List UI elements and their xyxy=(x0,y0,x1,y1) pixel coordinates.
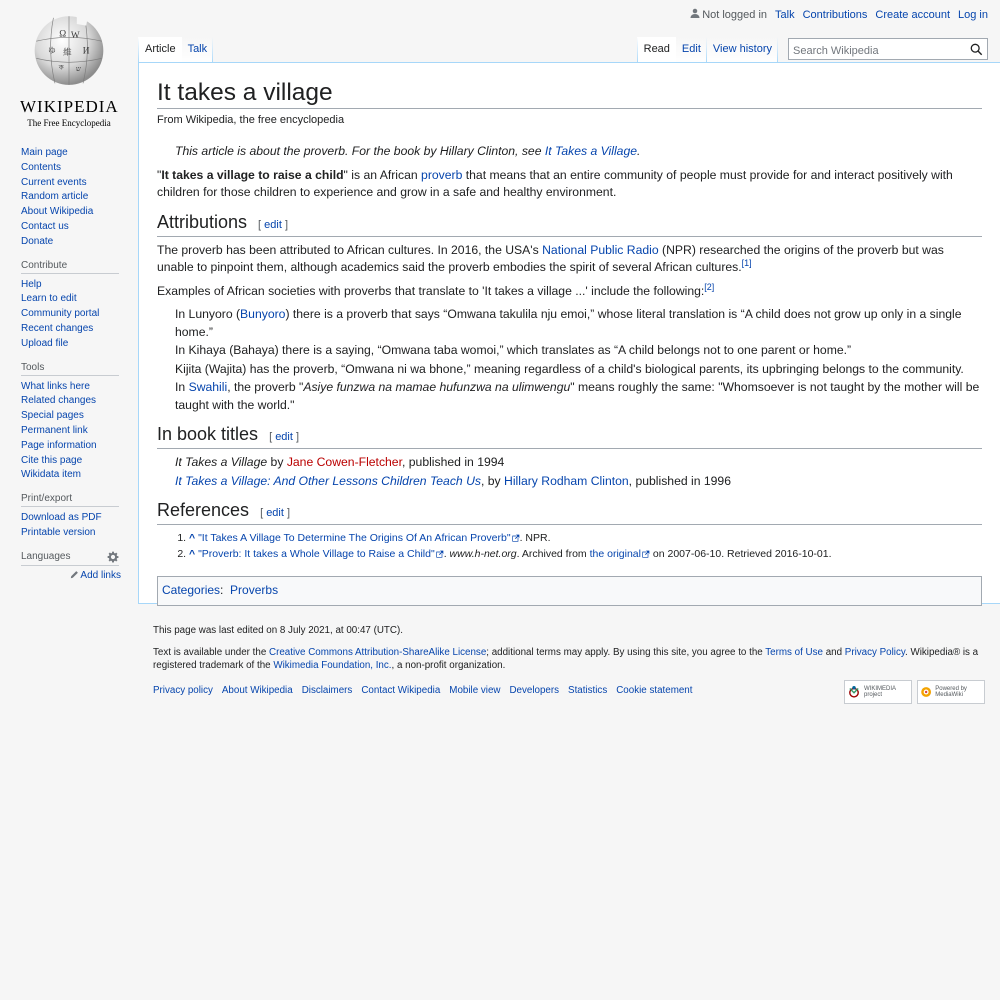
not-logged-in-label: Not logged in xyxy=(702,9,768,21)
wikimedia-icon xyxy=(847,684,861,700)
personal-tools xyxy=(690,8,988,21)
search-icon[interactable] xyxy=(970,43,983,56)
navigation-portal xyxy=(21,146,121,250)
site-sub: From Wikipedia, the free encyclopedia xyxy=(157,114,345,126)
sidebar-item-nav-2[interactable] xyxy=(21,176,121,191)
external-link-icon xyxy=(512,534,520,542)
swahili-link[interactable]: Swahili xyxy=(188,380,228,394)
list-item xyxy=(175,306,982,341)
svg-text:ক: ক xyxy=(58,63,64,72)
lead-rest: that means that an entire community of people must provide for and interact positively with children for those children to experience and grow in a safe and healthy environment. xyxy=(157,167,953,199)
wordmark: WIKIPEDIA xyxy=(20,97,119,116)
sidebar-item-tools-0[interactable] xyxy=(21,380,121,395)
sidebar-item-tools-1[interactable] xyxy=(21,394,121,409)
edit-section-link[interactable]: edit xyxy=(275,431,293,443)
tab-article-label: Article xyxy=(145,43,176,55)
footer xyxy=(153,624,988,697)
portal-heading: Print/export xyxy=(21,493,119,507)
sidebar-link[interactable]: Page information xyxy=(21,439,97,451)
text: . Wikipedia® is a registered trademark of the xyxy=(153,647,979,671)
text: (NPR) researched the origins of the proverb but was unable to pinpoint them, although academics said the proverb embodies the spirit of several African cultures. xyxy=(157,242,944,274)
sidebar-link[interactable]: Learn to edit xyxy=(21,293,77,305)
text: by xyxy=(267,455,287,469)
sidebar-link[interactable]: Cite this page xyxy=(21,454,83,466)
portal-heading: Languages xyxy=(21,551,71,563)
text: and xyxy=(822,647,845,658)
sidebar-link[interactable]: Help xyxy=(21,278,42,290)
sidebar-link[interactable]: Random article xyxy=(21,191,89,203)
sidebar-link[interactable]: Current events xyxy=(21,176,87,188)
bunyoro-link[interactable]: Bunyoro xyxy=(240,307,286,321)
sidebar-link[interactable]: Contents xyxy=(21,161,62,173)
sidebar-item-contribute-4[interactable] xyxy=(21,337,121,352)
hatnote-suffix: . xyxy=(637,144,641,158)
sidebar-item-nav-1[interactable] xyxy=(21,161,121,176)
footer-link[interactable]: Statistics xyxy=(568,685,608,696)
svg-text:ゆ: ゆ xyxy=(47,45,56,55)
npr-link[interactable]: National Public Radio xyxy=(542,242,659,257)
sidebar-item-nav-4[interactable] xyxy=(21,205,121,220)
article-content xyxy=(138,62,1000,604)
terms-link[interactable]: Terms of Use xyxy=(765,647,823,658)
list-item xyxy=(175,473,982,491)
portal-heading: Contribute xyxy=(21,260,119,274)
reference-item xyxy=(189,530,982,546)
page-title: It takes a village xyxy=(157,79,982,109)
footer-link[interactable]: Privacy policy xyxy=(153,685,213,696)
tools-portal xyxy=(21,362,121,484)
sidebar-link[interactable]: Related changes xyxy=(21,395,97,407)
print-portal xyxy=(21,493,121,541)
text: " means roughly the same: "Whomsoever is not taught by the mother will be taught with the world." xyxy=(175,380,980,412)
privacy-policy-link[interactable]: Privacy Policy xyxy=(844,647,906,658)
edit-section-link[interactable]: edit xyxy=(266,507,284,519)
hatnote-link[interactable]: It Takes a Village xyxy=(544,144,638,158)
sidebar-link[interactable]: Special pages xyxy=(21,410,84,422)
proverb-link[interactable]: proverb xyxy=(421,167,463,182)
sidebar-item-contribute-2[interactable] xyxy=(21,307,121,322)
category-links: Categories: Proverbs xyxy=(157,576,982,606)
text: ; additional terms may apply. By using this site, you agree to the xyxy=(486,647,766,658)
reference-link-2[interactable]: [2] xyxy=(704,281,715,292)
backlink-caret[interactable]: ^ xyxy=(189,548,196,560)
search-input[interactable] xyxy=(789,39,987,59)
user-icon xyxy=(690,8,700,19)
reference-external-link[interactable]: "Proverb: It takes a Whole Village to Raise a Child" xyxy=(198,548,435,560)
reference-item: 2. ^ "Proverb: It takes a Whole Village to Raise a Child" . www.h-net.org. Archived from the original on 2007-06-10. Retrieved 2016-10-01. xyxy=(189,546,982,562)
wikimedia-badge-text: WIKIMEDIA project xyxy=(864,686,896,698)
sidebar-link[interactable]: About Wikipedia xyxy=(21,206,94,218)
search-box xyxy=(788,38,988,60)
log-in-link[interactable]: Log in xyxy=(958,8,988,21)
book-title: It Takes a Village xyxy=(175,455,268,469)
sidebar-link[interactable]: Main page xyxy=(21,147,68,158)
lead-bold: It takes a village to raise a child xyxy=(161,167,344,182)
text: , a non-profit organization. xyxy=(391,660,506,671)
tab-read[interactable] xyxy=(637,37,676,63)
archive-original-link[interactable]: the original xyxy=(589,548,641,560)
list-item xyxy=(175,379,982,414)
tab-edit-label[interactable]: Edit xyxy=(681,43,701,55)
text: . Archived from xyxy=(516,548,590,560)
lead-quote-open: " xyxy=(157,167,162,182)
text: on 2007-06-10. Retrieved 2016-10-01. xyxy=(649,548,832,560)
tab-view-history[interactable] xyxy=(707,37,778,63)
mediawiki-badge-text: Powered by MediaWiki xyxy=(935,686,967,698)
category-link[interactable]: Proverbs xyxy=(230,583,279,597)
text: . NPR. xyxy=(519,532,551,544)
svg-text:維: 維 xyxy=(63,47,72,58)
add-links-link[interactable]: Add links xyxy=(80,569,121,581)
wikimedia-project-badge[interactable] xyxy=(844,680,912,704)
talk-link[interactable]: Talk xyxy=(775,8,795,21)
tab-talk[interactable] xyxy=(182,37,214,63)
sidebar-link[interactable]: Permanent link xyxy=(21,424,88,436)
author-link[interactable]: Hillary Rodham Clinton xyxy=(504,473,629,488)
sidebar-item-tools-3[interactable] xyxy=(21,424,121,439)
sidebar-item-nav-3[interactable] xyxy=(21,190,121,205)
sidebar-link[interactable]: What links here xyxy=(21,380,90,392)
text: , by xyxy=(481,473,505,488)
swahili-proverb: Asiye funzwa na mamae hufunzwa na ulimwengu xyxy=(303,380,571,394)
contributions-link[interactable]: Contributions xyxy=(802,8,868,21)
book-titles-list xyxy=(175,454,982,490)
powered-by-mediawiki-badge[interactable] xyxy=(917,680,985,704)
sidebar-link[interactable]: Printable version xyxy=(21,526,96,538)
sidebar-link[interactable]: Donate xyxy=(21,235,54,247)
list-item: Kijita (Wajita) has the proverb, “Omwana ni wa bhone,” meaning regardless of a child's biological parents, its upbringing belongs to the community. xyxy=(175,361,964,376)
edit-section: [ edit ] xyxy=(269,431,300,443)
sidebar-item-print-1[interactable] xyxy=(21,526,121,541)
examples-list xyxy=(175,306,982,414)
mediawiki-icon xyxy=(920,684,932,700)
gear-icon[interactable] xyxy=(107,551,119,563)
section-title: Attributions xyxy=(157,211,248,232)
list-item xyxy=(175,454,982,472)
foundation-link[interactable]: Wikimedia Foundation, Inc. xyxy=(273,660,392,671)
section-heading-references xyxy=(157,499,982,525)
sidebar-link[interactable]: Community portal xyxy=(21,308,100,320)
sidebar-link[interactable]: Recent changes xyxy=(21,322,94,334)
book-title: It Takes a Village: And Other Lessons Children Teach Us xyxy=(175,473,481,488)
website-name: www.h-net.org xyxy=(449,548,517,560)
attributions-paragraph-1 xyxy=(157,242,982,277)
external-link-icon xyxy=(436,550,444,558)
tab-edit[interactable] xyxy=(676,37,707,63)
text: , the proverb " xyxy=(227,380,304,394)
sidebar-link[interactable]: Upload file xyxy=(21,337,69,349)
view-tabs xyxy=(637,37,988,63)
sidebar-item-tools-2[interactable] xyxy=(21,409,121,424)
tagline: The Free Encyclopedia xyxy=(27,118,111,128)
tab-view-history-label[interactable]: View history xyxy=(712,43,772,55)
sidebar-item-tools-4[interactable] xyxy=(21,439,121,454)
tab-read-label: Read xyxy=(643,43,670,55)
svg-text:W: W xyxy=(70,31,80,42)
sidebar-link[interactable]: Wikidata item xyxy=(21,469,82,481)
license-text xyxy=(153,646,988,672)
edit-section: [ edit ] xyxy=(260,507,291,519)
list-item: In Kihaya (Bahaya) there is a saying, “Omwana taba womoi,” which translates as “A child belongs not to one parent or home.” xyxy=(175,343,852,357)
sidebar-link[interactable]: Contact us xyxy=(21,220,69,232)
footer-link[interactable]: About Wikipedia xyxy=(221,685,293,696)
sidebar-item-tools-5[interactable] xyxy=(21,454,121,469)
pencil-icon xyxy=(70,571,78,579)
wikipedia-logo[interactable] xyxy=(20,10,118,128)
text: Examples of African societies with proverbs that translate to 'It takes a village ...' include the following: xyxy=(157,283,705,298)
footer-link[interactable]: Cookie statement xyxy=(616,685,693,696)
text: ) there is a proverb that says “Omwana takulila nju emoi,” whose literal translation is “A child does not grow up only in a single home.” xyxy=(175,307,962,339)
footer-badges xyxy=(844,680,985,704)
text: In xyxy=(175,380,189,394)
section-title: In book titles xyxy=(157,424,259,444)
backlink-caret[interactable]: ^ xyxy=(189,532,196,544)
languages-heading-row xyxy=(21,551,119,566)
text: , published in 1994 xyxy=(401,455,505,469)
text: In Lunyoro ( xyxy=(175,307,241,321)
footer-link[interactable]: Contact Wikipedia xyxy=(361,685,441,696)
create-account-link[interactable]: Create account xyxy=(875,8,951,21)
article-body xyxy=(157,143,982,606)
sidebar xyxy=(21,146,121,591)
lead-text: " is an African xyxy=(343,167,422,182)
svg-text:И: И xyxy=(82,46,90,57)
puzzle-globe-icon xyxy=(28,10,110,88)
external-link-icon xyxy=(642,550,650,558)
footer-link[interactable]: Mobile view xyxy=(449,685,501,696)
last-modified: This page was last edited on 8 July 2021, at 00:47 (UTC). xyxy=(153,625,403,636)
sidebar-item-nav-6[interactable] xyxy=(21,235,121,250)
not-logged-in xyxy=(690,8,767,21)
edit-section: [ edit ] xyxy=(258,218,289,231)
sidebar-item-contribute-1[interactable] xyxy=(21,292,121,307)
text: Text is available under the xyxy=(153,647,269,658)
footer-link[interactable]: Disclaimers xyxy=(301,685,353,696)
author-redlink[interactable]: Jane Cowen-Fletcher xyxy=(286,455,402,469)
tab-talk-label[interactable]: Talk xyxy=(187,43,208,55)
attributions-paragraph-2 xyxy=(157,283,982,301)
sidebar-link[interactable]: Download as PDF xyxy=(21,512,102,524)
sidebar-item-contribute-0[interactable] xyxy=(21,278,121,293)
reference-link-1[interactable]: [1] xyxy=(741,257,752,268)
edit-section-link[interactable]: edit xyxy=(264,218,282,231)
portal-heading: Tools xyxy=(21,362,119,376)
sidebar-item-nav-0[interactable] xyxy=(21,146,121,161)
sidebar-item-contribute-3[interactable] xyxy=(21,322,121,337)
section-heading-attributions xyxy=(157,211,982,237)
add-links[interactable] xyxy=(21,570,121,581)
section-heading-book-titles xyxy=(157,423,982,449)
license-link[interactable]: Creative Commons Attribution-ShareAlike License xyxy=(269,647,487,658)
contribute-portal xyxy=(21,260,121,352)
reference-external-link[interactable]: "It Takes A Village To Determine The Origins Of An African Proverb" xyxy=(198,532,511,544)
svg-text:ש: ש xyxy=(75,64,81,73)
languages-portal xyxy=(21,551,121,581)
lead-paragraph xyxy=(157,167,982,202)
hatnote-text: This article is about the proverb. For the book by Hillary Clinton, see xyxy=(175,144,545,158)
references-list xyxy=(189,530,982,562)
categories-label-link[interactable]: Categories xyxy=(162,583,221,597)
section-title: References xyxy=(157,500,250,520)
sidebar-item-nav-5[interactable] xyxy=(21,220,121,235)
svg-text:Ω: Ω xyxy=(59,29,67,40)
sidebar-item-print-0[interactable] xyxy=(21,511,121,526)
footer-link[interactable]: Developers xyxy=(509,685,560,696)
tab-article[interactable] xyxy=(138,37,182,63)
sidebar-item-tools-6[interactable] xyxy=(21,468,121,483)
namespace-tabs xyxy=(138,37,213,63)
text: The proverb has been attributed to African cultures. In 2016, the USA's xyxy=(157,242,543,257)
text: , published in 1996 xyxy=(628,473,731,488)
book-title-link[interactable] xyxy=(175,474,481,488)
hatnote xyxy=(157,143,982,161)
